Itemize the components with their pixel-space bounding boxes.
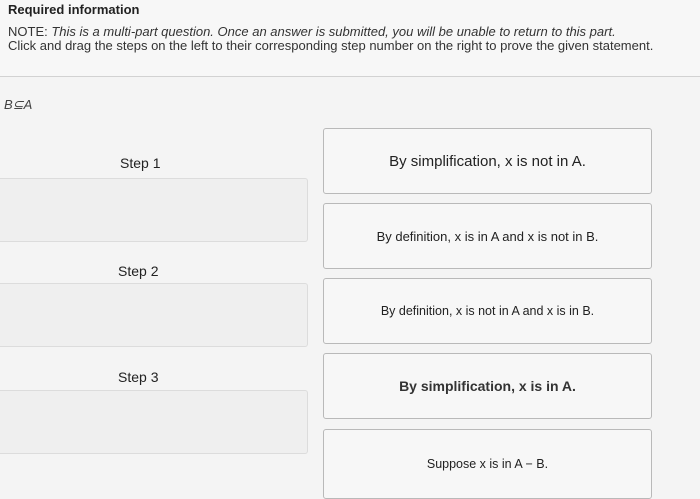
step-2-drop-zone[interactable] <box>0 283 308 347</box>
card-text: By definition, x is not in A and x is in B. <box>380 304 595 318</box>
card-text: By simplification, x is in A. <box>399 378 576 394</box>
card-text: By simplification, x is not in A. <box>389 152 586 170</box>
step-3-drop-zone[interactable] <box>0 390 308 454</box>
draggable-step-card[interactable] <box>323 278 652 344</box>
draggable-step-card[interactable] <box>323 128 652 194</box>
note-label: NOTE: <box>8 24 48 39</box>
card-text: Suppose x is in A − B. <box>426 457 549 471</box>
note-text <box>8 24 616 39</box>
note-body: This is a multi-part question. Once an answer is submitted, you will be unable to return to this part. <box>51 24 616 39</box>
draggable-step-card[interactable] <box>323 353 652 419</box>
question-header <box>0 0 700 77</box>
step-2-label: Step 2 <box>118 263 159 279</box>
step-3-label: Step 3 <box>118 369 159 385</box>
step-1-drop-zone[interactable] <box>0 178 308 242</box>
card-text: By definition, x is in A and x is not in B. <box>376 228 599 244</box>
draggable-step-card[interactable] <box>323 203 652 269</box>
required-information-title: Required information <box>8 2 140 17</box>
draggable-step-card[interactable] <box>323 429 652 499</box>
statement-to-prove: B⊆A <box>4 97 33 112</box>
step-1-label: Step 1 <box>120 155 161 171</box>
instruction-text: Click and drag the steps on the left to their corresponding step number on the right to prove the given statement. <box>8 38 654 53</box>
